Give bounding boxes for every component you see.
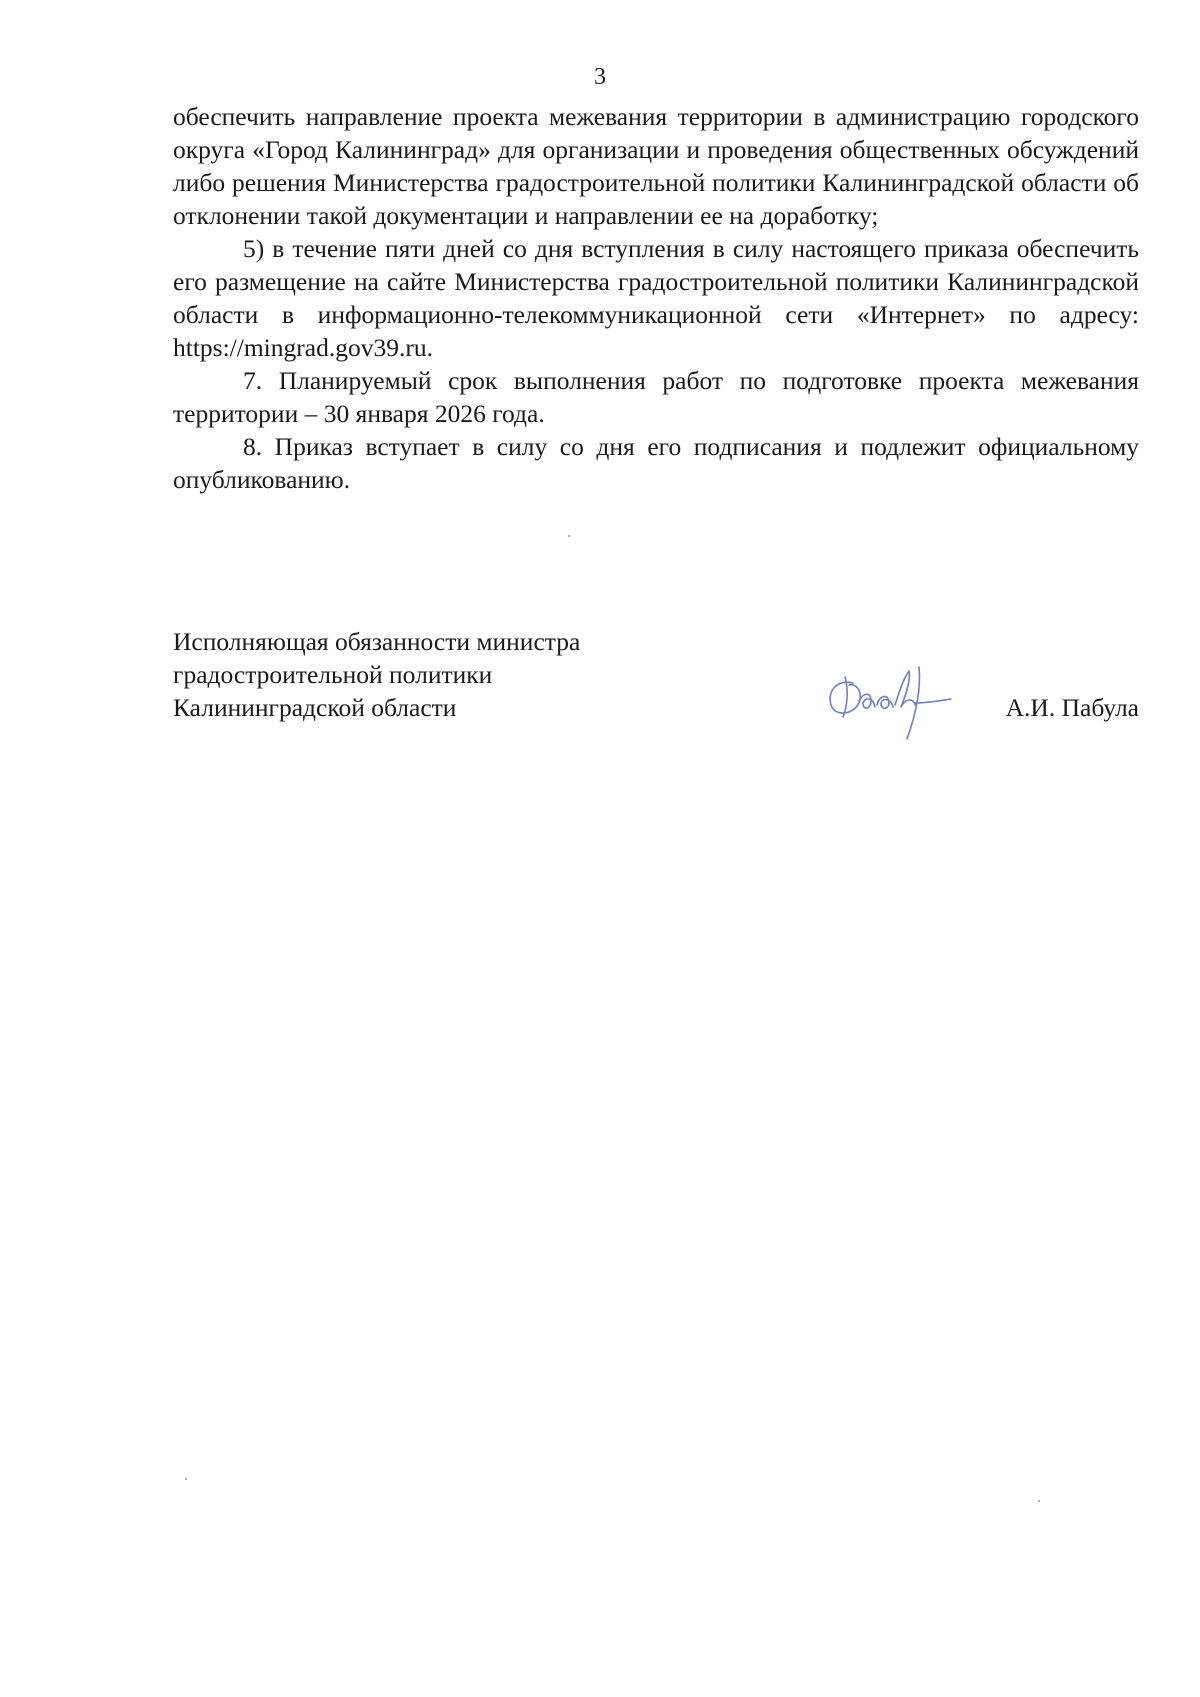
handwritten-signature	[823, 657, 958, 745]
paragraph-item-8: 8. Приказ вступает в силу со дня его подписания и подлежит официальному опубликованию.	[173, 432, 1139, 494]
signer-position-line: Калининградской области	[173, 693, 457, 722]
page-number: 3	[594, 64, 606, 90]
paragraph-continuation: обеспечить направление проекта межевания территории в администрацию городского округа «Город Калининград» для организации и проведения общественных обсуждений либо решения Министерства градостроительной политики Калининградской области об отклонении такой документации и направлении ее на доработку;	[173, 102, 1139, 230]
scan-speck	[1038, 1500, 1040, 1502]
paragraph-item-5: 5) в течение пяти дней со дня вступления в силу настоящего приказа обеспечить его размещение на сайте Министерства градостроительной политики Калининградской области в информационно-телекоммуникационной сети «Интернет» по адресу: https://mingrad.gov39.ru.	[173, 234, 1139, 362]
document-body	[173, 100, 1139, 496]
signer-position	[173, 625, 580, 724]
signer-position-line: градостроительной политики	[173, 660, 493, 689]
paragraph-item-7: 7. Планируемый срок выполнения работ по подготовке проекта межевания территории – 30 января 2026 года.	[173, 366, 1139, 428]
signature-block	[173, 625, 1139, 755]
signer-position-line: Исполняющая обязанности министра	[173, 627, 581, 656]
scan-speck	[568, 535, 570, 537]
scan-speck	[185, 1478, 187, 1480]
signer-name: А.И. Пабула	[1005, 693, 1139, 722]
